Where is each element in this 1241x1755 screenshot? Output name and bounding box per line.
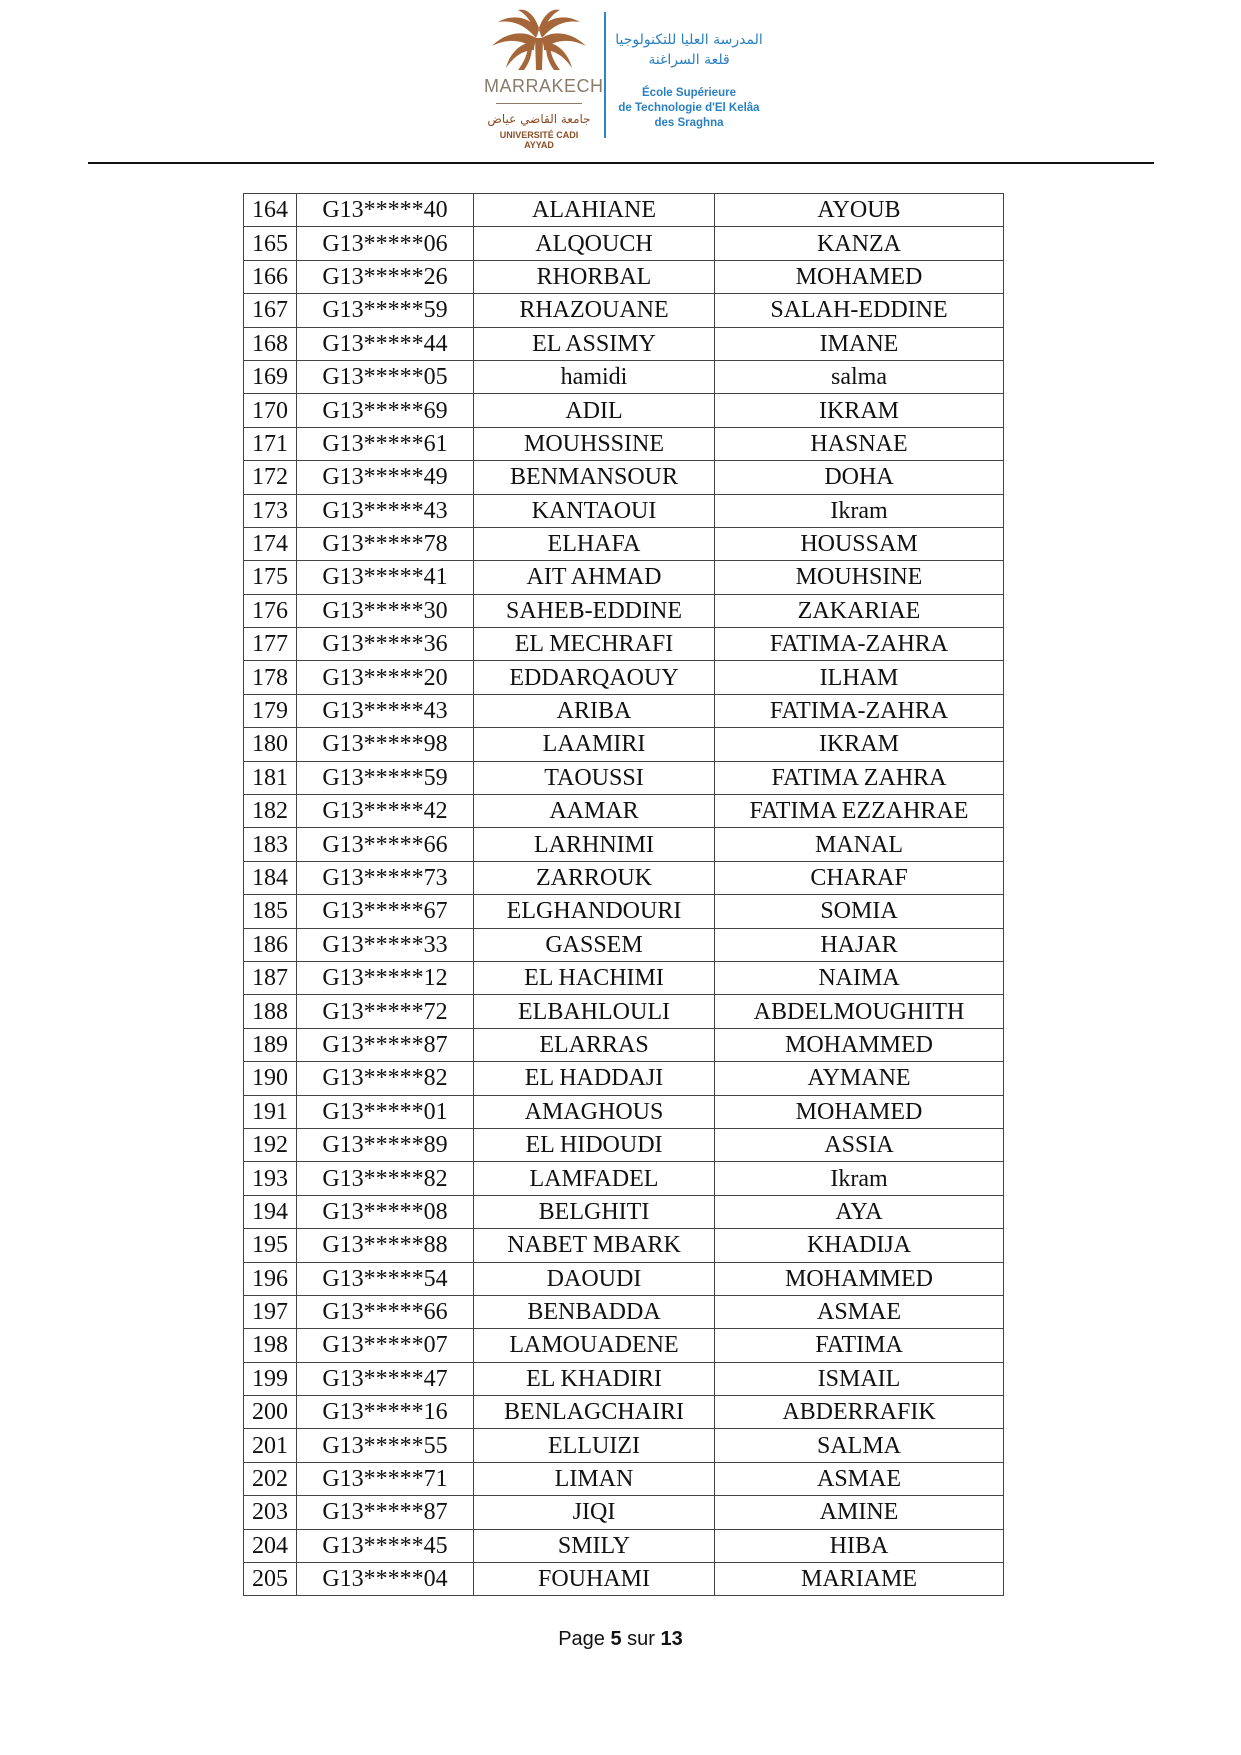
school-ar-line-1: المدرسة العليا للتكنولوجيا	[615, 32, 763, 48]
palm-emblem-icon	[484, 8, 594, 78]
row-number-cell: 169	[244, 360, 297, 393]
student-code-cell: G13*****41	[297, 561, 474, 594]
student-code-cell: G13*****20	[297, 661, 474, 694]
student-code-cell: G13*****88	[297, 1229, 474, 1262]
row-number-cell: 191	[244, 1095, 297, 1128]
last-name-cell: ARIBA	[474, 694, 715, 727]
header-vertical-divider	[604, 12, 606, 138]
last-name-cell: SMILY	[474, 1529, 715, 1562]
last-name-cell: ELLUIZI	[474, 1429, 715, 1462]
table-row	[244, 1563, 1004, 1596]
table-row	[244, 1529, 1004, 1562]
first-name-cell: ASMAE	[715, 1462, 1004, 1495]
first-name-cell: AYMANE	[715, 1062, 1004, 1095]
table-row	[244, 861, 1004, 894]
student-code-cell: G13*****49	[297, 461, 474, 494]
row-number-cell: 174	[244, 527, 297, 560]
table-row	[244, 1429, 1004, 1462]
last-name-cell: AIT AHMAD	[474, 561, 715, 594]
student-code-cell: G13*****01	[297, 1095, 474, 1128]
row-number-cell: 185	[244, 895, 297, 928]
first-name-cell: AMINE	[715, 1496, 1004, 1529]
school-ar-line-2: قلعة السراغنة	[648, 52, 730, 68]
school-fr-line-3: des Sraghna	[654, 117, 724, 129]
table-row	[244, 1195, 1004, 1228]
first-name-cell: NAIMA	[715, 961, 1004, 994]
table-row	[244, 995, 1004, 1028]
last-name-cell: ALAHIANE	[474, 194, 715, 227]
table-row	[244, 1229, 1004, 1262]
first-name-cell: IKRAM	[715, 728, 1004, 761]
last-name-cell: LAMOUADENE	[474, 1329, 715, 1362]
table-row	[244, 661, 1004, 694]
last-name-cell: ELBAHLOULI	[474, 995, 715, 1028]
last-name-cell: AAMAR	[474, 795, 715, 828]
school-name-french	[608, 86, 770, 131]
last-name-cell: NABET MBARK	[474, 1229, 715, 1262]
last-name-cell: EL HIDOUDI	[474, 1128, 715, 1161]
table-row	[244, 1262, 1004, 1295]
student-code-cell: G13*****30	[297, 594, 474, 627]
table-row	[244, 1062, 1004, 1095]
last-name-cell: ADIL	[474, 394, 715, 427]
student-code-cell: G13*****42	[297, 795, 474, 828]
student-list-body	[244, 194, 1004, 1596]
table-row	[244, 1362, 1004, 1395]
table-row	[244, 1396, 1004, 1429]
last-name-cell: DAOUDI	[474, 1262, 715, 1295]
table-row	[244, 494, 1004, 527]
first-name-cell: SALMA	[715, 1429, 1004, 1462]
row-number-cell: 165	[244, 227, 297, 260]
current-page-number: 5	[610, 1628, 622, 1650]
first-name-cell: HOUSSAM	[715, 527, 1004, 560]
first-name-cell: MANAL	[715, 828, 1004, 861]
table-row	[244, 828, 1004, 861]
last-name-cell: EL KHADIRI	[474, 1362, 715, 1395]
row-number-cell: 199	[244, 1362, 297, 1395]
table-row	[244, 795, 1004, 828]
last-name-cell: LARHNIMI	[474, 828, 715, 861]
last-name-cell: EDDARQAOUY	[474, 661, 715, 694]
student-code-cell: G13*****82	[297, 1062, 474, 1095]
first-name-cell: IKRAM	[715, 394, 1004, 427]
student-code-cell: G13*****73	[297, 861, 474, 894]
row-number-cell: 193	[244, 1162, 297, 1195]
row-number-cell: 172	[244, 461, 297, 494]
table-row	[244, 227, 1004, 260]
row-number-cell: 184	[244, 861, 297, 894]
last-name-cell: LAMFADEL	[474, 1162, 715, 1195]
last-name-cell: EL ASSIMY	[474, 327, 715, 360]
student-code-cell: G13*****72	[297, 995, 474, 1028]
first-name-cell: MOHAMED	[715, 1095, 1004, 1128]
last-name-cell: hamidi	[474, 360, 715, 393]
first-name-cell: SOMIA	[715, 895, 1004, 928]
page-label: Page	[558, 1628, 605, 1650]
student-code-cell: G13*****08	[297, 1195, 474, 1228]
row-number-cell: 202	[244, 1462, 297, 1495]
school-fr-line-1: École Supérieure	[642, 87, 736, 99]
student-code-cell: G13*****82	[297, 1162, 474, 1195]
row-number-cell: 201	[244, 1429, 297, 1462]
first-name-cell: MOUHSINE	[715, 561, 1004, 594]
table-row	[244, 728, 1004, 761]
row-number-cell: 178	[244, 661, 297, 694]
row-number-cell: 205	[244, 1563, 297, 1596]
last-name-cell: EL HACHIMI	[474, 961, 715, 994]
student-code-cell: G13*****69	[297, 394, 474, 427]
row-number-cell: 175	[244, 561, 297, 594]
table-row	[244, 561, 1004, 594]
university-name-french: UNIVERSITÉ CADI AYYAD	[499, 130, 579, 150]
row-number-cell: 186	[244, 928, 297, 961]
first-name-cell: FATIMA EZZAHRAE	[715, 795, 1004, 828]
row-number-cell: 182	[244, 795, 297, 828]
last-name-cell: GASSEM	[474, 928, 715, 961]
last-name-cell: JIQI	[474, 1496, 715, 1529]
table-row	[244, 1028, 1004, 1061]
first-name-cell: HASNAE	[715, 427, 1004, 460]
first-name-cell: FATIMA	[715, 1329, 1004, 1362]
last-name-cell: ELHAFA	[474, 527, 715, 560]
student-list-table	[243, 193, 1004, 1596]
last-name-cell: EL MECHRAFI	[474, 628, 715, 661]
row-number-cell: 192	[244, 1128, 297, 1161]
student-code-cell: G13*****61	[297, 427, 474, 460]
first-name-cell: SALAH-EDDINE	[715, 294, 1004, 327]
row-number-cell: 203	[244, 1496, 297, 1529]
row-number-cell: 194	[244, 1195, 297, 1228]
row-number-cell: 170	[244, 394, 297, 427]
first-name-cell: HAJAR	[715, 928, 1004, 961]
page-footer	[0, 1628, 1241, 1651]
table-row	[244, 694, 1004, 727]
table-row	[244, 360, 1004, 393]
first-name-cell: KANZA	[715, 227, 1004, 260]
student-code-cell: G13*****89	[297, 1128, 474, 1161]
table-row	[244, 961, 1004, 994]
last-name-cell: BENMANSOUR	[474, 461, 715, 494]
student-code-cell: G13*****36	[297, 628, 474, 661]
header-rule	[88, 162, 1154, 164]
row-number-cell: 177	[244, 628, 297, 661]
student-code-cell: G13*****40	[297, 194, 474, 227]
total-page-count: 13	[660, 1628, 683, 1650]
row-number-cell: 197	[244, 1295, 297, 1328]
last-name-cell: BENLAGCHAIRI	[474, 1396, 715, 1429]
table-row	[244, 527, 1004, 560]
first-name-cell: Ikram	[715, 494, 1004, 527]
table-row	[244, 594, 1004, 627]
first-name-cell: FATIMA-ZAHRA	[715, 628, 1004, 661]
student-code-cell: G13*****67	[297, 895, 474, 928]
first-name-cell: IMANE	[715, 327, 1004, 360]
first-name-cell: ILHAM	[715, 661, 1004, 694]
row-number-cell: 164	[244, 194, 297, 227]
first-name-cell: HIBA	[715, 1529, 1004, 1562]
first-name-cell: ASMAE	[715, 1295, 1004, 1328]
table-row	[244, 194, 1004, 227]
logo-divider	[496, 103, 582, 104]
table-row	[244, 1162, 1004, 1195]
student-code-cell: G13*****45	[297, 1529, 474, 1562]
row-number-cell: 173	[244, 494, 297, 527]
student-code-cell: G13*****43	[297, 494, 474, 527]
row-number-cell: 181	[244, 761, 297, 794]
table-row	[244, 761, 1004, 794]
first-name-cell: FATIMA ZAHRA	[715, 761, 1004, 794]
last-name-cell: LIMAN	[474, 1462, 715, 1495]
table-row	[244, 928, 1004, 961]
student-code-cell: G13*****44	[297, 327, 474, 360]
last-name-cell: KANTAOUI	[474, 494, 715, 527]
last-name-cell: RHORBAL	[474, 260, 715, 293]
student-code-cell: G13*****78	[297, 527, 474, 560]
last-name-cell: ELARRAS	[474, 1028, 715, 1061]
row-number-cell: 171	[244, 427, 297, 460]
row-number-cell: 200	[244, 1396, 297, 1429]
student-code-cell: G13*****55	[297, 1429, 474, 1462]
student-code-cell: G13*****66	[297, 1295, 474, 1328]
table-row	[244, 1128, 1004, 1161]
first-name-cell: AYA	[715, 1195, 1004, 1228]
first-name-cell: CHARAF	[715, 861, 1004, 894]
first-name-cell: FATIMA-ZAHRA	[715, 694, 1004, 727]
table-row	[244, 394, 1004, 427]
row-number-cell: 196	[244, 1262, 297, 1295]
table-row	[244, 1462, 1004, 1495]
row-number-cell: 198	[244, 1329, 297, 1362]
row-number-cell: 190	[244, 1062, 297, 1095]
student-code-cell: G13*****71	[297, 1462, 474, 1495]
first-name-cell: ABDELMOUGHITH	[715, 995, 1004, 1028]
first-name-cell: AYOUB	[715, 194, 1004, 227]
last-name-cell: SAHEB-EDDINE	[474, 594, 715, 627]
student-code-cell: G13*****33	[297, 928, 474, 961]
row-number-cell: 187	[244, 961, 297, 994]
student-code-cell: G13*****43	[297, 694, 474, 727]
first-name-cell: MOHAMMED	[715, 1262, 1004, 1295]
student-code-cell: G13*****12	[297, 961, 474, 994]
student-code-cell: G13*****06	[297, 227, 474, 260]
page-header	[0, 0, 1241, 163]
last-name-cell: BENBADDA	[474, 1295, 715, 1328]
row-number-cell: 176	[244, 594, 297, 627]
first-name-cell: Ikram	[715, 1162, 1004, 1195]
first-name-cell: MARIAME	[715, 1563, 1004, 1596]
student-code-cell: G13*****04	[297, 1563, 474, 1596]
last-name-cell: BELGHITI	[474, 1195, 715, 1228]
student-code-cell: G13*****66	[297, 828, 474, 861]
table-row	[244, 1329, 1004, 1362]
last-name-cell: MOUHSSINE	[474, 427, 715, 460]
student-code-cell: G13*****26	[297, 260, 474, 293]
logo-wordmark: MARRAKECH	[484, 76, 604, 96]
table-row	[244, 1496, 1004, 1529]
first-name-cell: ASSIA	[715, 1128, 1004, 1161]
row-number-cell: 167	[244, 294, 297, 327]
first-name-cell: salma	[715, 360, 1004, 393]
student-code-cell: G13*****16	[297, 1396, 474, 1429]
last-name-cell: AMAGHOUS	[474, 1095, 715, 1128]
student-code-cell: G13*****59	[297, 761, 474, 794]
last-name-cell: RHAZOUANE	[474, 294, 715, 327]
last-name-cell: FOUHAMI	[474, 1563, 715, 1596]
table-row	[244, 895, 1004, 928]
row-number-cell: 204	[244, 1529, 297, 1562]
row-number-cell: 168	[244, 327, 297, 360]
last-name-cell: EL HADDAJI	[474, 1062, 715, 1095]
table-row	[244, 1095, 1004, 1128]
student-code-cell: G13*****87	[297, 1028, 474, 1061]
school-fr-line-2: de Technologie d'El Kelâa	[618, 102, 760, 114]
school-name-arabic	[608, 30, 770, 70]
row-number-cell: 179	[244, 694, 297, 727]
student-code-cell: G13*****87	[297, 1496, 474, 1529]
last-name-cell: ELGHANDOURI	[474, 895, 715, 928]
university-name-arabic: جامعة القاضي عياض	[487, 112, 591, 126]
last-name-cell: ZARROUK	[474, 861, 715, 894]
last-name-cell: LAAMIRI	[474, 728, 715, 761]
last-name-cell: ALQOUCH	[474, 227, 715, 260]
table-row	[244, 327, 1004, 360]
first-name-cell: MOHAMMED	[715, 1028, 1004, 1061]
student-code-cell: G13*****98	[297, 728, 474, 761]
row-number-cell: 195	[244, 1229, 297, 1262]
student-code-cell: G13*****07	[297, 1329, 474, 1362]
page-separator: sur	[627, 1628, 655, 1650]
university-logo	[484, 8, 604, 150]
first-name-cell: ABDERRAFIK	[715, 1396, 1004, 1429]
table-row	[244, 294, 1004, 327]
student-code-cell: G13*****59	[297, 294, 474, 327]
table-row	[244, 427, 1004, 460]
first-name-cell: ZAKARIAE	[715, 594, 1004, 627]
row-number-cell: 183	[244, 828, 297, 861]
table-row	[244, 461, 1004, 494]
row-number-cell: 188	[244, 995, 297, 1028]
first-name-cell: KHADIJA	[715, 1229, 1004, 1262]
last-name-cell: TAOUSSI	[474, 761, 715, 794]
row-number-cell: 189	[244, 1028, 297, 1061]
student-code-cell: G13*****47	[297, 1362, 474, 1395]
first-name-cell: DOHA	[715, 461, 1004, 494]
first-name-cell: MOHAMED	[715, 260, 1004, 293]
student-code-cell: G13*****54	[297, 1262, 474, 1295]
student-code-cell: G13*****05	[297, 360, 474, 393]
table-row	[244, 1295, 1004, 1328]
row-number-cell: 180	[244, 728, 297, 761]
first-name-cell: ISMAIL	[715, 1362, 1004, 1395]
table-row	[244, 260, 1004, 293]
table-row	[244, 628, 1004, 661]
row-number-cell: 166	[244, 260, 297, 293]
